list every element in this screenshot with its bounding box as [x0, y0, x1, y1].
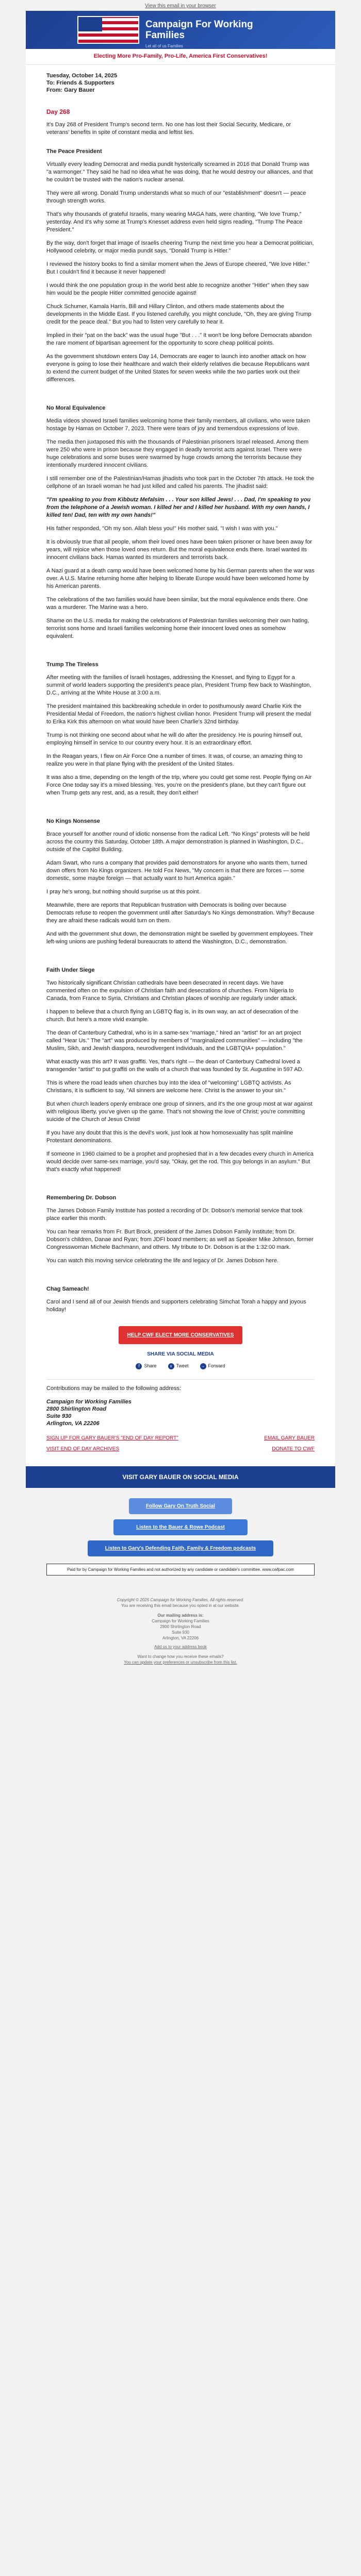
- paragraph: "I'm speaking to you from Kibbutz Mefalsim . . . Your son killed Jews! . . . Dad, I'm speaking to you from the telephone of a Jewish woman. I killed her and I killed her husband. With my own hands, I killed ten! Dad, ten with my own hands!": [46, 497, 311, 518]
- paragraph: That's why thousands of grateful Israelis, many wearing MAGA hats, were chanting, "We love Trump," yesterday. And it's why some at Trump's Knesset address even held signs reading, "Trump The Peace President.": [46, 211, 303, 233]
- paragraph: If someone in 1960 claimed to be a prophet and prophesied that in a few decades every church in America would decide over same-sex marriage, you'd say, "Okay, get the rod. This guy belongs in an asylum." But that's exactly what happened!: [46, 1151, 314, 1173]
- meta-date: Tuesday, October 14, 2025: [46, 73, 118, 79]
- paragraph: I reviewed the history books to find a similar moment when the Jews of Europe cheered, "We love Hitler." But I couldn't find it because it never happened!: [46, 261, 310, 275]
- address-org: Campaign for Working Families: [46, 1399, 132, 1405]
- links-row-1: [46, 1434, 315, 1442]
- paragraph: The celebrations of the two families would have been similar, but the moral equivalence ends there. One was a murderer. The Marine was a hero.: [46, 597, 308, 611]
- links-row-2: [46, 1445, 315, 1453]
- footer-copyright: Copyright © 2025 Campaign for Working Families, All rights reserved.: [117, 1598, 244, 1602]
- paragraph: If you have any doubt that this is the devil's work, just look at how homosexuality has split mainline Protestant denominations.: [46, 1130, 293, 1144]
- view-in-browser: [0, 0, 361, 11]
- paragraph: What exactly was this art? It was graffiti. Yes, that's right — the dean of Canterbury Cathedral loved a transgender "artist" to put graffiti on the walls of a church that was founded by St. Augustine in 597 AD.: [46, 1059, 304, 1073]
- paragraph: The president maintained this backbreaking schedule in order to posthumously award Charlie Kirk the Presidential Medal of Freedom, the nation's highest civilian honor. President Trump will present the medal to Erika Kirk this afternoon on what would have been Charlie's 32nd birthday.: [46, 703, 311, 725]
- banner-title: [145, 19, 253, 49]
- paragraph: I still remember one of the Palestinian/Hamas jihadists who took part in the October 7th attack. He took the cellphone of an Israeli woman he had just killed and called his parents. The jihadist said:: [46, 476, 315, 489]
- paragraph: The James Dobson Family Institute has posted a recording of Dr. Dobson's memorial service that took place earlier this month.: [46, 1208, 303, 1222]
- paragraph: By the way, don't forget that image of Israelis cheering Trump the next time you hear a Democrat politician, Hollywood celebrity, or major media pundit says, "Donald Trump is Hitler.": [46, 240, 314, 254]
- flag-icon: [77, 16, 139, 44]
- signup-link[interactable]: SIGN UP FOR GARY BAUER'S "END OF DAY REPORT": [46, 1435, 178, 1441]
- paragraph: Two historically significant Christian cathedrals have been desecrated in recent days. We have commented often on the expulsion of Christian faith and desecrations of churches. From Nigeria to Canada, from France to Syria, Christians and Christian places of worship are regularly under attack.: [46, 980, 298, 1002]
- elect-conservatives-button[interactable]: HELP CWF ELECT MORE CONSERVATIVES: [119, 1326, 242, 1344]
- paragraph: They were all wrong. Donald Trump understands what so much of our "establishment" doesn't — peace through strength works.: [46, 190, 306, 204]
- email-gary-link[interactable]: EMAIL GARY BAUER: [264, 1435, 315, 1441]
- paragraph: I happen to believe that a church flying an LGBTQ flag is, in its own way, an act of desecration of the church. But here's a more vivid example.: [46, 1009, 299, 1023]
- x-icon: x: [168, 1363, 174, 1369]
- address-city: Arlington, VA 22206: [46, 1420, 100, 1427]
- intro-paragraph: It's Day 268 of President Trump's second term. No one has lost their Social Security, Medicare, or veterans' benefits in spite of constant media and leftist lies.: [46, 122, 291, 135]
- forward-label: Forward: [208, 1363, 225, 1368]
- paragraph: I would think the one population group in the world best able to recognize another "Hitler" when they saw him would be the people Hitler committed genocide against!: [46, 282, 309, 296]
- paragraph: Implied in their "pat on the back" was the usual huge "But . . ." It won't be long before Democrats abandon the rare moment of bipartisan agreement for the opportunity to score cheap political points.: [46, 332, 312, 346]
- email-container: [26, 11, 335, 1586]
- donate-link[interactable]: DONATE TO CWF: [272, 1446, 315, 1452]
- section-dobson: [46, 1207, 315, 1265]
- address-suite: Suite 930: [46, 1413, 72, 1419]
- footer-suite: Suite 930: [172, 1630, 189, 1635]
- paragraph: The media then juxtaposed this with the thousands of Palestinian prisoners Israel released. Among them were 250 who were in prison because they engaged in deadly terrorist acts against Israel. There were huge celebrations and some buses were swarmed by huge crowds among the terrorists because they intentionally murdered innocent civilians.: [46, 439, 309, 468]
- day-counter: Day 268: [46, 108, 70, 115]
- paragraph: As the government shutdown enters Day 14, Democrats are eager to launch into another attack on how everyone is going to lose their healthcare and watch their elderly relatives die because Republicans want to extend the current budget of the United States for seven weeks while the two parties work out their differences.: [46, 353, 309, 383]
- banner-line-2: Families: [145, 30, 185, 41]
- paragraph: It was also a time, depending on the length of the trip, where you could get some rest. People flying on Air Force One today say it's a mixed blessing. Yes, you're on the president's plane, but they can't figure out when Trump gets any rest, and, as a result, they don't either!: [46, 774, 312, 796]
- podcast-links: [26, 1488, 335, 1586]
- footer-mailing-label: Our mailing address is:: [157, 1613, 204, 1618]
- header-banner: [26, 11, 335, 49]
- paragraph: This is where the road leads when churches buy into the idea of "welcoming" LGBTQ activists. As Christians, it is sufficient to say, "All sinners are welcome here. Christ is the answer to your sin.": [46, 1080, 291, 1094]
- email-meta: [46, 72, 315, 94]
- section-title-chag: Chag Sameach!: [46, 1286, 89, 1292]
- tagline: Electing More Pro-Family, Pro-Life, America First Conservatives!: [26, 49, 335, 65]
- paragraph: Adam Swart, who runs a company that provides paid demonstrators for anyone who wants them, turned down offers from No Kings organizers. He told Fox News, "My concern is that there are forces — some domestic, some maybe foreign — that actually want to hurt America again.": [46, 860, 307, 882]
- footer-street: 2800 Shirlington Road: [160, 1624, 201, 1629]
- paragraph: It is obviously true that all people, whom their loved ones have been taken prisoner or have been away for years, will rejoice when those loved ones return. But the moral equivalence ends there. Israel wanted its innocent civilians back. Hamas wanted its murderers and terrorists back.: [46, 539, 312, 561]
- social-bar: VISIT GARY BAUER ON SOCIAL MEDIA: [26, 1466, 335, 1488]
- paragraph: A Nazi guard at a death camp would have been welcomed home by his German parents when the war was over. A U.S. Marine returning home after helping to liberate Europe would have been welcomed home by his American parents.: [46, 568, 315, 589]
- share-label: Share: [144, 1363, 157, 1368]
- footer-org: Campaign for Working Families: [152, 1619, 209, 1623]
- email-body: [26, 65, 335, 1461]
- forward-icon: →: [201, 1363, 205, 1368]
- section-chag: [46, 1298, 315, 1314]
- banner-line-3: Let all of us Families: [145, 44, 183, 48]
- footer-city: Arlington, VA 22206: [162, 1636, 199, 1640]
- paragraph: His father responded, "Oh my son. Allah bless you!" His mother said, "I wish I was with you.": [46, 526, 278, 532]
- banner-line-1: Campaign For Working: [145, 19, 253, 30]
- archives-link[interactable]: VISIT END OF DAY ARCHIVES: [46, 1446, 120, 1452]
- paragraph: After meeting with the families of Israeli hostages, addressing the Knesset, and flying to Egypt for a summit of world leaders supporting the president's peace plan, President Trump flew back to Washington, D.C., arriving at the White House at 3:00 a.m.: [46, 674, 311, 696]
- share-title: SHARE VIA SOCIAL MEDIA: [147, 1351, 214, 1357]
- paragraph: You can watch this moving service celebrating the life and legacy of Dr. James Dobson here.: [46, 1258, 279, 1264]
- truth-social-button[interactable]: Follow Gary On Truth Social: [129, 1498, 232, 1514]
- contrib-note: Contributions may be mailed to the following address:: [46, 1385, 182, 1392]
- update-preferences-link[interactable]: You can update your preferences or unsubscribe from this list.: [124, 1660, 237, 1665]
- paragraph: Media videos showed Israeli families welcoming home their family members, all civilians, who were taken hostage by Hamas on October 7, 2023. There were tears of joy and tremendous expressions of love.: [46, 418, 310, 432]
- divider: [46, 1379, 315, 1380]
- email-footer: [0, 1586, 361, 1675]
- section-equivalence: [46, 417, 315, 640]
- paragraph: Trump is not thinking one second about what he will do after the presidency. He is pouring himself out, employing himself in service to our country every hour. It is an extraordinary effort.: [46, 732, 303, 746]
- bauer-rowe-podcast-button[interactable]: Listen to the Bauer & Rowe Podcast: [113, 1519, 248, 1535]
- share-row: [46, 1362, 315, 1370]
- section-title-equivalence: No Moral Equivalence: [46, 405, 106, 411]
- section-tireless: [46, 674, 315, 797]
- meta-from: From: Gary Bauer: [46, 87, 95, 93]
- section-peace: [46, 161, 315, 384]
- paragraph: Shame on the U.S. media for making the celebrations of Palestinian families welcoming their own hating, terrorist sons home and Israeli families welcoming home their innocent loved ones as somehow equivalent.: [46, 618, 309, 639]
- section-title-tireless: Trump The Tireless: [46, 662, 99, 668]
- meta-to: To: Friends & Supporters: [46, 80, 114, 86]
- paid-for-disclaimer: Paid for by Campaign for Working Families and not authorized by any candidate or candidate's committee. www.cwfpac.com: [46, 1564, 315, 1575]
- footer-change-label: Want to change how you receive these emails?: [137, 1654, 224, 1659]
- paragraph: Virtually every leading Democrat and media pundit hysterically screamed in 2016 that Donald Trump was "a warmonger." They said he had no idea what he was doing, that he would destroy our alliances, and that he couldn't be trusted with the nation's nuclear arsenal.: [46, 161, 313, 183]
- tweet-label: Tweet: [176, 1363, 189, 1368]
- paragraph: Brace yourself for another round of idiotic nonsense from the radical Left. "No Kings" protests will be held across the country this Saturday, October 18th. A major demonstration is planned in Washington, D.C., outside of the Capitol Building.: [46, 831, 310, 853]
- footer-reason: You are receiving this email because you opted in at our website.: [121, 1603, 240, 1608]
- paragraph: You can hear remarks from Fr. Burt Brock, president of the James Dobson Family Institute; from Dr. Dobson's children, Danae and Ryan; from JDFI board members; as well as Speaker Mike Johnson, former Congresswoman Michele Bachmann, and others. My tribute to Dr. Dobson is at the 1:32:00 mark.: [46, 1229, 314, 1250]
- share-forward-button[interactable]: [200, 1362, 225, 1370]
- paragraph: Chuck Schumer, Kamala Harris, Bill and Hillary Clinton, and others made statements about the developments in the Middle East. If you listened carefully, you might conclude, "Oh, they are giving Trump credit for the peace deal." But you had to listen very carefully to hear it.: [46, 303, 311, 325]
- address-street: 2800 Shirlington Road: [46, 1406, 107, 1412]
- paragraph: Carol and I send all of our Jewish friends and supporters celebrating Simchat Torah a happy and joyous holiday!: [46, 1299, 306, 1313]
- paragraph: I pray he's wrong, but nothing should surprise us at this point.: [46, 889, 201, 895]
- add-to-address-book-link[interactable]: Add us to your address book: [154, 1645, 207, 1649]
- section-title-faith: Faith Under Siege: [46, 967, 95, 973]
- paragraph: But when church leaders openly embrace one group of sinners, and it's the one group most at war against with religious liberty, you've given up the game. That's not showing the love of Christ; you're committing suicide of the Church of Jesus Christ!: [46, 1101, 313, 1123]
- section-title-dobson: Remembering Dr. Dobson: [46, 1195, 117, 1201]
- section-title-peace: The Peace President: [46, 148, 102, 155]
- paragraph: In the Reagan years, I flew on Air Force One a number of times. It was, of course, an amazing thing to realize you were in that plane flying with the president of the United States.: [46, 753, 303, 767]
- facebook-icon: f: [136, 1363, 142, 1369]
- section-title-nokings: No Kings Nonsense: [46, 818, 100, 824]
- share-facebook-button[interactable]: [136, 1362, 156, 1370]
- paragraph: Meanwhile, there are reports that Republican frustration with Democrats is boiling over because Democrats refuse to reopen the government until after Saturday's No Kings demonstration. Why? Because they are afraid these radicals would turn on them.: [46, 902, 315, 924]
- paragraph: And with the government shut down, the demonstration might be swelled by government employees. Their left-wing unions are pushing federal bureaucrats to attend the Washington, D.C., demonstration.: [46, 931, 314, 945]
- mailing-address: [46, 1398, 315, 1427]
- paragraph: The dean of Canterbury Cathedral, who is in a same-sex "marriage," hired an "artist" for an art project called "Hear Us." The "art" was produced by members of "marginalized communities" — including "the Muslim, Sikh, and Jewish diaspora, neurodivergent individuals, and the LGBTQIA+ population.": [46, 1030, 303, 1052]
- view-in-browser-link[interactable]: View this email in your browser: [145, 3, 216, 9]
- section-nokings: [46, 831, 315, 946]
- defending-faith-podcast-button[interactable]: Listen to Gary's Defending Faith, Family & Freedom podcasts: [88, 1540, 273, 1556]
- share-tweet-button[interactable]: [168, 1362, 189, 1370]
- section-faith: [46, 979, 315, 1174]
